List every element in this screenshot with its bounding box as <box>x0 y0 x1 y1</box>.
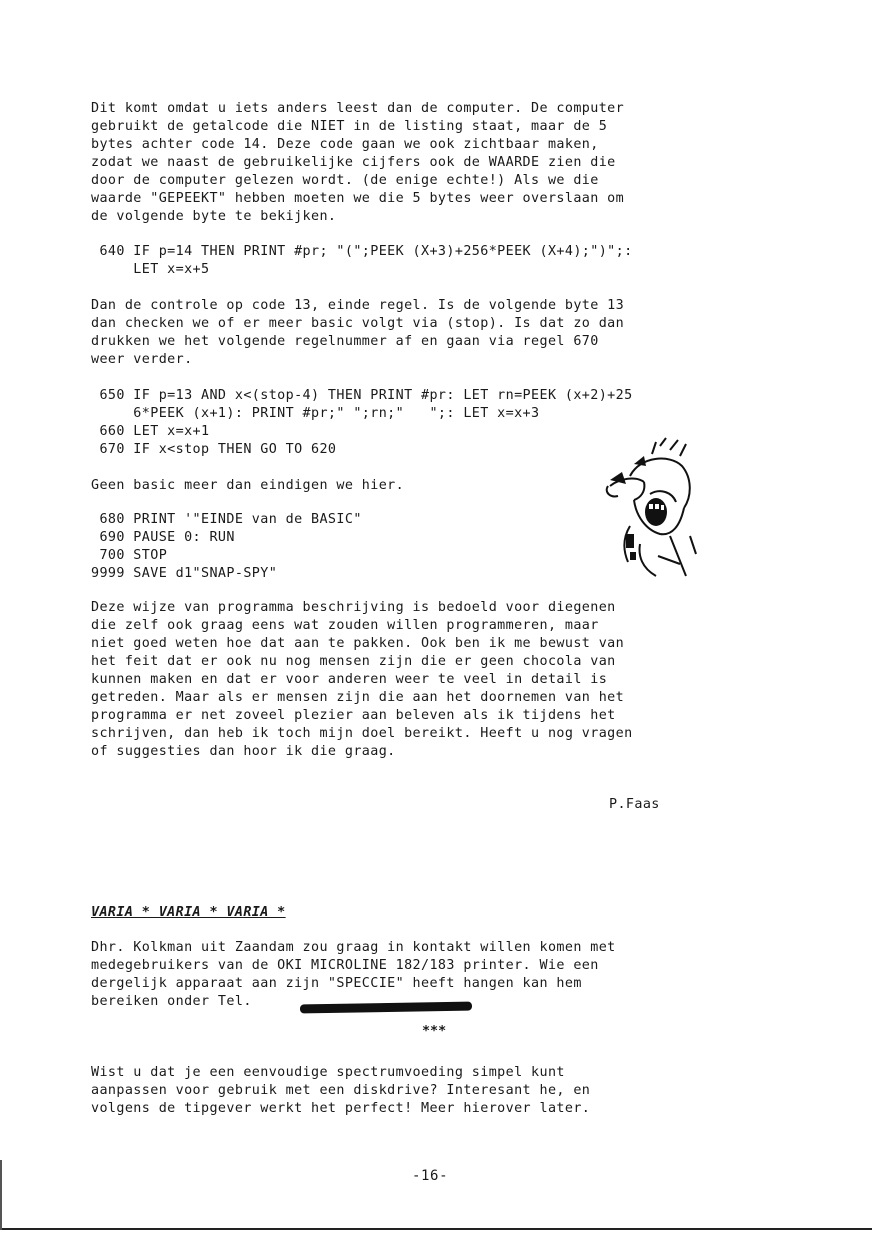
redacted-phone-number <box>300 1001 472 1013</box>
text-line: drukken we het volgende regelnummer af en gaan via regel 670 <box>91 334 599 349</box>
text-line: kunnen maken en dat er voor anderen weer te veel in detail is <box>91 672 608 687</box>
text-line: Dhr. Kolkman uit Zaandam zou graag in kontakt willen komen met <box>91 940 616 955</box>
text-line: bereiken onder Tel. <box>91 994 252 1009</box>
bottom-edge-line <box>0 1228 872 1230</box>
code-line: 660 LET x=x+1 <box>91 424 210 439</box>
text-line: volgens de tipgever werkt het perfect! Meer hierover later. <box>91 1101 591 1116</box>
text-line: programma er net zoveel plezier aan beleven als ik tijdens het <box>91 708 616 723</box>
text-line: medegebruikers van de OKI MICROLINE 182/183 printer. Wie een <box>91 958 599 973</box>
code-line: 690 PAUSE 0: RUN <box>91 530 235 545</box>
left-edge-line <box>0 1160 2 1230</box>
text-line: bytes achter code 14. Deze code gaan we ook zichtbaar maken, <box>91 137 599 152</box>
text-line: schrijven, dan heb ik toch mijn doel bereikt. Heeft u nog vragen <box>91 726 633 741</box>
page-number: -16- <box>412 1168 449 1184</box>
code-line: 650 IF p=13 AND x<(stop-4) THEN PRINT #pr: LET rn=PEEK (x+2)+25 <box>91 388 633 403</box>
code-line: 700 STOP <box>91 548 168 563</box>
code-line: 6*PEEK (x+1): PRINT #pr;" ";rn;" ";: LET x=x+3 <box>91 406 540 421</box>
text-line: die zelf ook graag eens wat zouden willen programmeren, maar <box>91 618 599 633</box>
text-line: Dit komt omdat u iets anders leest dan de computer. De computer <box>91 101 625 116</box>
code-line: 9999 SAVE d1"SNAP-SPY" <box>91 566 278 581</box>
text-line: aanpassen voor gebruik met een diskdrive? Interesant he, en <box>91 1083 591 1098</box>
section-separator: *** <box>422 1024 447 1039</box>
text-line: Dan de controle op code 13, einde regel. Is de volgende byte 13 <box>91 298 625 313</box>
text-line: weer verder. <box>91 352 193 367</box>
author-signature: P.Faas <box>609 797 660 812</box>
cartoon-face-illustration <box>600 436 700 584</box>
text-line: niet goed weten hoe dat aan te pakken. Ook ben ik me bewust van <box>91 636 625 651</box>
text-line: getreden. Maar als er mensen zijn die aan het doornemen van het <box>91 690 625 705</box>
text-line: dergelijk apparaat aan zijn "SPECCIE" heeft hangen kan hem <box>91 976 582 991</box>
code-line: 640 IF p=14 THEN PRINT #pr; "(";PEEK (X+3)+256*PEEK (X+4);")";: <box>91 244 633 259</box>
text-line: Geen basic meer dan eindigen we hier. <box>91 478 405 493</box>
text-line: waarde "GEPEEKT" hebben moeten we die 5 bytes weer overslaan om <box>91 191 625 206</box>
text-line: zodat we naast de gebruikelijke cijfers ook de WAARDE zien die <box>91 155 616 170</box>
varia-heading: VARIA * VARIA * VARIA * <box>91 905 286 920</box>
text-line: de volgende byte te bekijken. <box>91 209 337 224</box>
code-line: 670 IF x<stop THEN GO TO 620 <box>91 442 337 457</box>
text-line: door de computer gelezen wordt. (de enige echte!) Als we die <box>91 173 599 188</box>
text-line: gebruikt de getalcode die NIET in de listing staat, maar de 5 <box>91 119 608 134</box>
code-line: LET x=x+5 <box>91 262 210 277</box>
text-line: Wist u dat je een eenvoudige spectrumvoeding simpel kunt <box>91 1065 565 1080</box>
text-line: het feit dat er ook nu nog mensen zijn die er geen chocola van <box>91 654 616 669</box>
code-line: 680 PRINT '"EINDE van de BASIC" <box>91 512 362 527</box>
text-line: of suggesties dan hoor ik die graag. <box>91 744 396 759</box>
text-line: Deze wijze van programma beschrijving is bedoeld voor diegenen <box>91 600 616 615</box>
text-line: dan checken we of er meer basic volgt via (stop). Is dat zo dan <box>91 316 625 331</box>
